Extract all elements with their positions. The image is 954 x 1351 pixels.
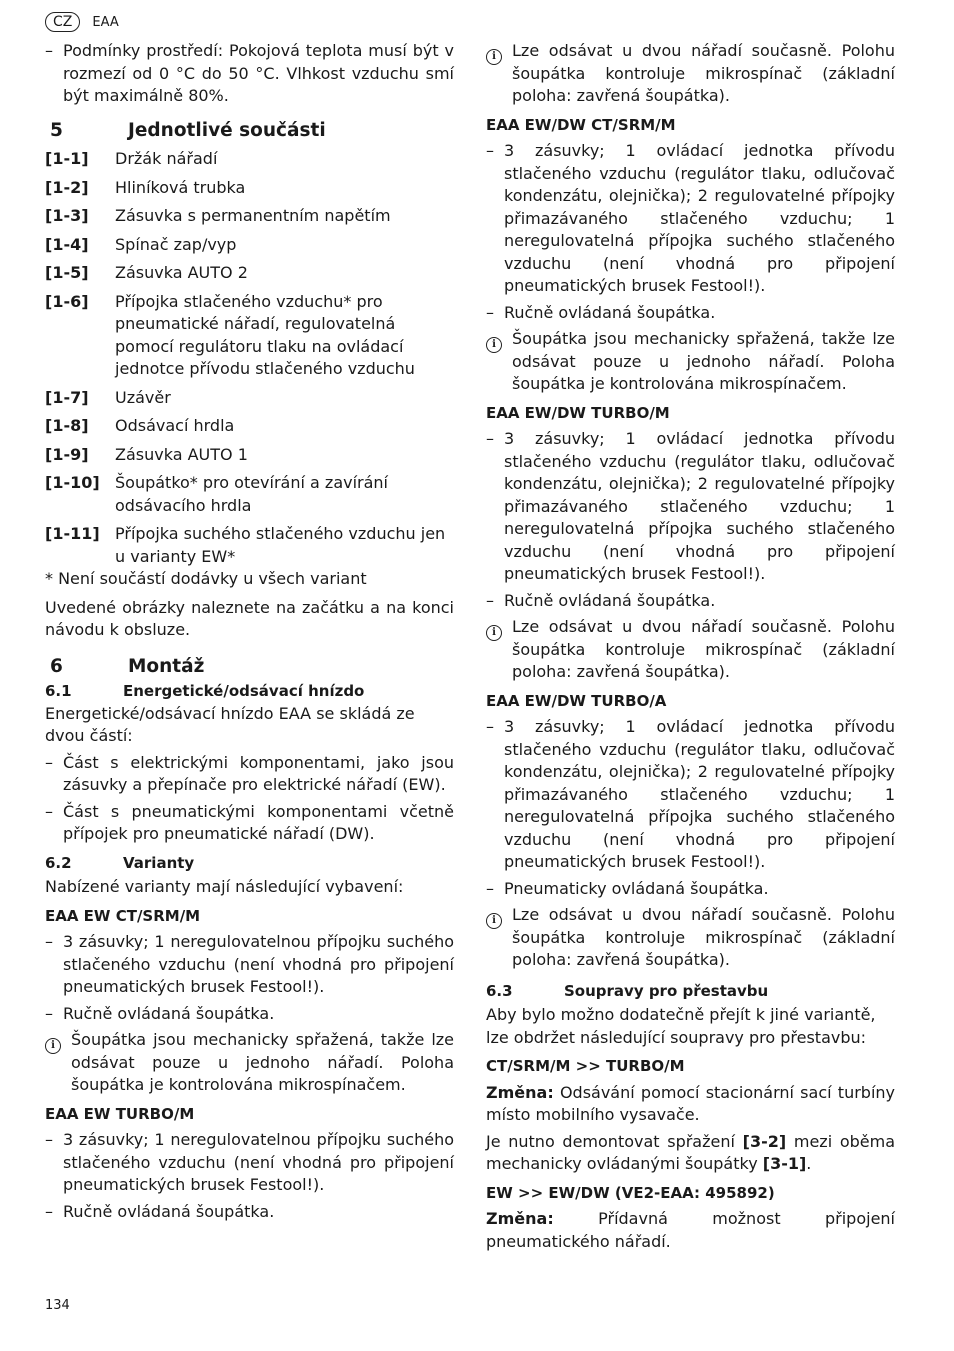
part-ref: [1-9] bbox=[45, 444, 89, 464]
part-label: Zásuvka AUTO 2 bbox=[115, 263, 248, 282]
part-label: Zásuvka AUTO 1 bbox=[115, 444, 248, 464]
info-icon: i bbox=[45, 1038, 61, 1054]
part-ref: [1-7] bbox=[45, 387, 89, 407]
variant-5-desc: – 3 zásuvky; 1 ovládací jednotka přívodu stlačeného vzduchu (regulátor tlaku, odlučovač kondenzátu, olejnička); 2 regulovatelné přípojky přimazávaného stlačeného vzduchu; 1 neregulovatelná přípojka suchého stlačeného vzduchu (není vhodná pro připojení pneumatických brusek Festool!). bbox=[486, 717, 895, 871]
part-label: Zásuvka s permanentním napětím bbox=[115, 206, 391, 225]
variant-1-title: EAA EW CT/SRM/M bbox=[45, 906, 201, 925]
part-ref: [1-2] bbox=[45, 177, 89, 197]
section-6-1-heading: 6.1 Energetické/odsávací hnízdo bbox=[45, 682, 365, 700]
part-label: Uzávěr bbox=[115, 387, 171, 407]
page-header bbox=[45, 12, 119, 32]
part-ref: [1-4] bbox=[45, 234, 89, 254]
info-icon: i bbox=[486, 913, 502, 929]
variant-4-title: EAA EW/DW TURBO/M bbox=[486, 403, 670, 422]
variant-5-info: i Lze odsávat u dvou nářadí současně. Polohu šoupátka kontroluje mikrospínač (základní poloha: zavřená šoupátka). bbox=[486, 904, 895, 972]
parts-list bbox=[45, 148, 454, 568]
part-label: Držák nářadí bbox=[115, 149, 218, 168]
page-number: 134 bbox=[45, 1298, 70, 1313]
s61-intro: Energetické/odsávací hnízdo EAA se skládá ze dvou částí: bbox=[45, 703, 415, 745]
part-item bbox=[45, 444, 454, 467]
s62-intro: Nabízené varianty mají následující vybavení: bbox=[45, 877, 404, 896]
part-item bbox=[45, 415, 454, 438]
variant-3-desc: – 3 zásuvky; 1 ovládací jednotka přívodu stlačeného vzduchu (regulátor tlaku, odlučovač kondenzátu, olejnička); 2 regulovatelné přípojky přimazávaného stlačeného vzduchu; 1 neregulovatelná přípojka suchého stlačeného vzduchu (není vhodná pro připojení pneumatických brusek Festool!). bbox=[486, 141, 895, 295]
part-label: Hliníková trubka bbox=[115, 177, 246, 197]
info-icon: i bbox=[486, 625, 502, 641]
variant-1-info: i Šoupátka jsou mechanicky spřažená, takže lze odsávat pouze u jednoho nářadí. Poloha šoupátka je kontrolována mikrospínačem. bbox=[45, 1029, 454, 1097]
info-icon: i bbox=[486, 49, 502, 65]
variant-5-title: EAA EW/DW TURBO/A bbox=[486, 691, 667, 710]
variant-5-valves: – Pneumaticky ovládaná šoupátka. bbox=[486, 878, 769, 898]
kit-2-title: EW >> EW/DW (VE2-EAA: 495892) bbox=[486, 1183, 775, 1202]
env-item: – Podmínky prostředí: Pokojová teplota musí být v rozmezí od 0 °C do 50 °C. Vlhkost vzduchu smí být maximálně 80%. bbox=[45, 41, 454, 105]
variant-2-valves: – Ručně ovládaná šoupátka. bbox=[45, 1201, 275, 1221]
header-title: EAA bbox=[92, 14, 119, 30]
variant-4-desc: – 3 zásuvky; 1 ovládací jednotka přívodu stlačeného vzduchu (regulátor tlaku, odlučovač kondenzátu, olejnička); 2 regulovatelné přípojky přimazávaného stlačeného vzduchu; 1 neregulovatelná přípojka suchého stlačeného vzduchu (není vhodná pro připojení pneumatických brusek Festool!). bbox=[486, 429, 895, 583]
section-5-heading: 5 Jednotlivé součásti bbox=[50, 119, 326, 141]
variant-2-title: EAA EW TURBO/M bbox=[45, 1104, 195, 1123]
section-6-2-heading: 6.2 Varianty bbox=[45, 853, 195, 872]
kit-2-change: Změna: Přídavná možnost připojení pneumatického nářadí. bbox=[486, 1209, 895, 1251]
part-item bbox=[45, 472, 454, 517]
part-item bbox=[45, 177, 454, 200]
part-item bbox=[45, 148, 454, 171]
part-item bbox=[45, 291, 454, 381]
variant-4-valves: – Ručně ovládaná šoupátka. bbox=[486, 590, 716, 610]
top-info: i Lze odsávat u dvou nářadí současně. Polohu šoupátka kontroluje mikrospínač (základní poloha: zavřená šoupátka). bbox=[486, 40, 895, 108]
part-label: Přípojka stlačeného vzduchu* pro pneumatické nářadí, regulovatelná pomocí regulátoru tlaku na ovládací jednotce přívodu stlačeného vzduchu bbox=[115, 291, 415, 378]
part-ref: [1-1] bbox=[45, 149, 89, 168]
variant-4-info: i Lze odsávat u dvou nářadí současně. Polohu šoupátka kontroluje mikrospínač (základní poloha: zavřená šoupátka). bbox=[486, 616, 895, 684]
s61-item: – Část s elektrickými komponentami, jako jsou zásuvky a přepínače pro elektrické nářadí (EW). bbox=[45, 752, 454, 794]
part-label: Odsávací hrdla bbox=[115, 416, 235, 435]
part-ref: [1-3] bbox=[45, 206, 89, 225]
figures-note: Uvedené obrázky naleznete na začátku a na konci návodu k obsluze. bbox=[45, 597, 454, 639]
part-item bbox=[45, 205, 454, 228]
part-ref: [1-10] bbox=[45, 473, 100, 492]
part-ref: [1-8] bbox=[45, 416, 89, 435]
footnote: * Není součástí dodávky u všech variant bbox=[45, 569, 367, 588]
part-item bbox=[45, 387, 454, 410]
variant-3-info: i Šoupátka jsou mechanicky spřažená, takže lze odsávat pouze u jednoho nářadí. Poloha šoupátka je kontrolována mikrospínačem. bbox=[486, 328, 895, 396]
part-item bbox=[45, 234, 454, 257]
kit-1-title: CT/SRM/M >> TURBO/M bbox=[486, 1057, 685, 1075]
variant-2-desc: – 3 zásuvky; 1 neregulovatelnou přípojku suchého stlačeného vzduchu (není vhodná pro připojení pneumatických brusek Festool!). bbox=[45, 1130, 454, 1194]
part-label: Přípojka suchého stlačeného vzduchu jen u varianty EW* bbox=[115, 524, 446, 566]
section-6-heading: 6 Montáž bbox=[50, 655, 205, 677]
variant-1-valves: – Ručně ovládaná šoupátka. bbox=[45, 1003, 275, 1023]
kit-1-note: Je nutno demontovat spřažení [3-2] mezi oběma mechanicky ovládanými šoupátky [3-1]. bbox=[486, 1131, 896, 1173]
part-label: Šoupátko* pro otevírání a zavírání odsávacího hrdla bbox=[115, 473, 388, 515]
part-ref: [1-11] bbox=[45, 524, 100, 543]
right-column bbox=[486, 40, 895, 1253]
variant-3-title: EAA EW/DW CT/SRM/M bbox=[486, 115, 676, 134]
variant-3-valves: – Ručně ovládaná šoupátka. bbox=[486, 302, 716, 322]
left-column bbox=[45, 40, 454, 1223]
part-ref: [1-6] bbox=[45, 291, 89, 311]
s61-item: – Část s pneumatickými komponentami včetně přípojek pro pneumatické nářadí (DW). bbox=[45, 801, 454, 843]
part-item bbox=[45, 523, 454, 568]
kit-1-change: Změna: Odsávání pomocí stacionární sací turbíny místo mobilního vysavače. bbox=[486, 1082, 895, 1124]
part-item bbox=[45, 262, 454, 285]
info-icon: i bbox=[486, 337, 502, 353]
variant-1-desc: – 3 zásuvky; 1 neregulovatelnou přípojku suchého stlačeného vzduchu (není vhodná pro připojení pneumatických brusek Festool!). bbox=[45, 932, 454, 996]
part-ref: [1-5] bbox=[45, 263, 89, 282]
part-label: Spínač zap/vyp bbox=[115, 234, 237, 254]
s63-intro: Aby bylo možno dodatečně přejít k jiné variantě, lze obdržet následující soupravy pro přestavbu: bbox=[486, 1005, 876, 1047]
section-6-3-heading: 6.3 Soupravy pro přestavbu bbox=[486, 981, 769, 1000]
language-badge: CZ bbox=[45, 12, 80, 32]
